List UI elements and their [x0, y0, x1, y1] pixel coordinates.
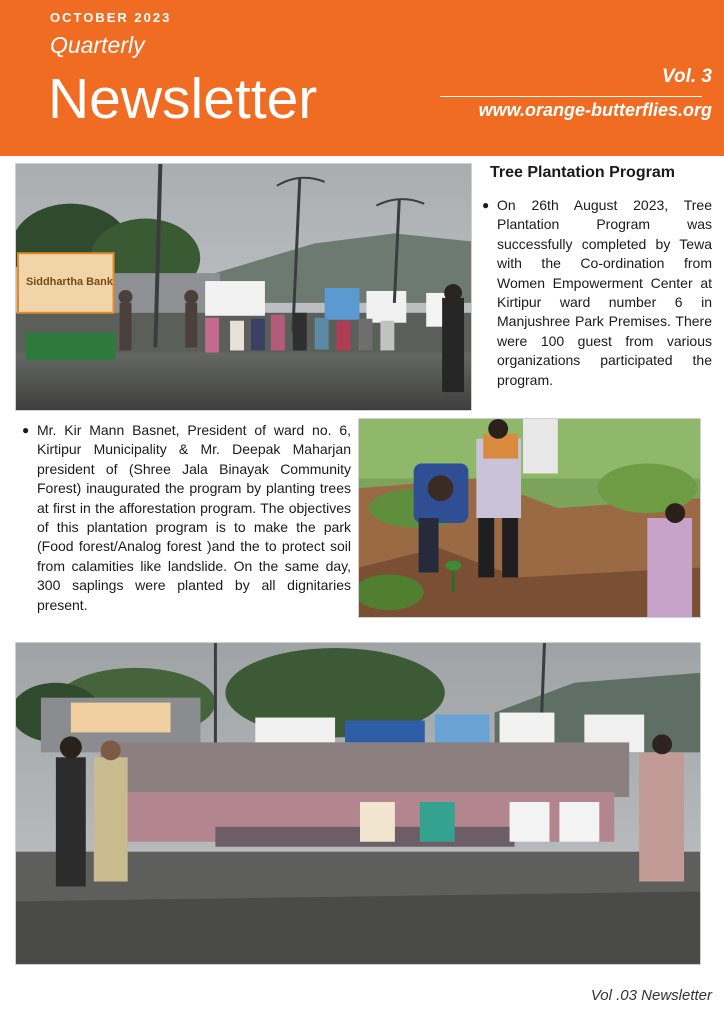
- banner-text: Siddhartha Bank: [25, 276, 113, 289]
- photo-group: [15, 642, 701, 965]
- photo-park-gathering: [15, 163, 472, 411]
- header-divider: [440, 96, 702, 97]
- volume-label: Vol. 3: [662, 66, 712, 87]
- newsletter-header: [0, 0, 724, 156]
- paragraph-inauguration: [22, 421, 351, 615]
- bullet-icon: ●: [22, 423, 30, 437]
- footer-volume: Vol .03 Newsletter: [590, 987, 712, 1004]
- issue-subtitle: Quarterly: [50, 32, 145, 58]
- bullet-icon: ●: [482, 198, 490, 212]
- newsletter-title: Newsletter: [48, 67, 318, 131]
- issue-month: OCTOBER 2023: [50, 10, 172, 25]
- section-title: Tree Plantation Program: [490, 164, 675, 181]
- paragraph-plantation-summary: [482, 196, 712, 390]
- photo-planting-sapling: [358, 418, 701, 618]
- paragraph-text: Mr. Kir Mann Basnet, President of ward no. 6, Kirtipur Municipality & Mr. Deepak Maharjan president of (Shree Jala Binayak Community Forest) inaugurated the program by planting trees at first in the afforestation program. The objectives of this plantation program is to make the park (Food forest/Analog forest )and the to protect soil from calamities like landslide. On the same day, 300 saplings were planted by all dignitaries present.: [37, 422, 351, 613]
- website-link[interactable]: www.orange-butterflies.org: [478, 100, 712, 120]
- paragraph-text: On 26th August 2023, Tree Plantation Program was successfully completed by Tewa with the Co-ordination from Women Empowerment Center at Kirtipur ward number 6 in Manjushree Park Premises. There were 100 guest from various organizations participated the program.: [497, 197, 712, 388]
